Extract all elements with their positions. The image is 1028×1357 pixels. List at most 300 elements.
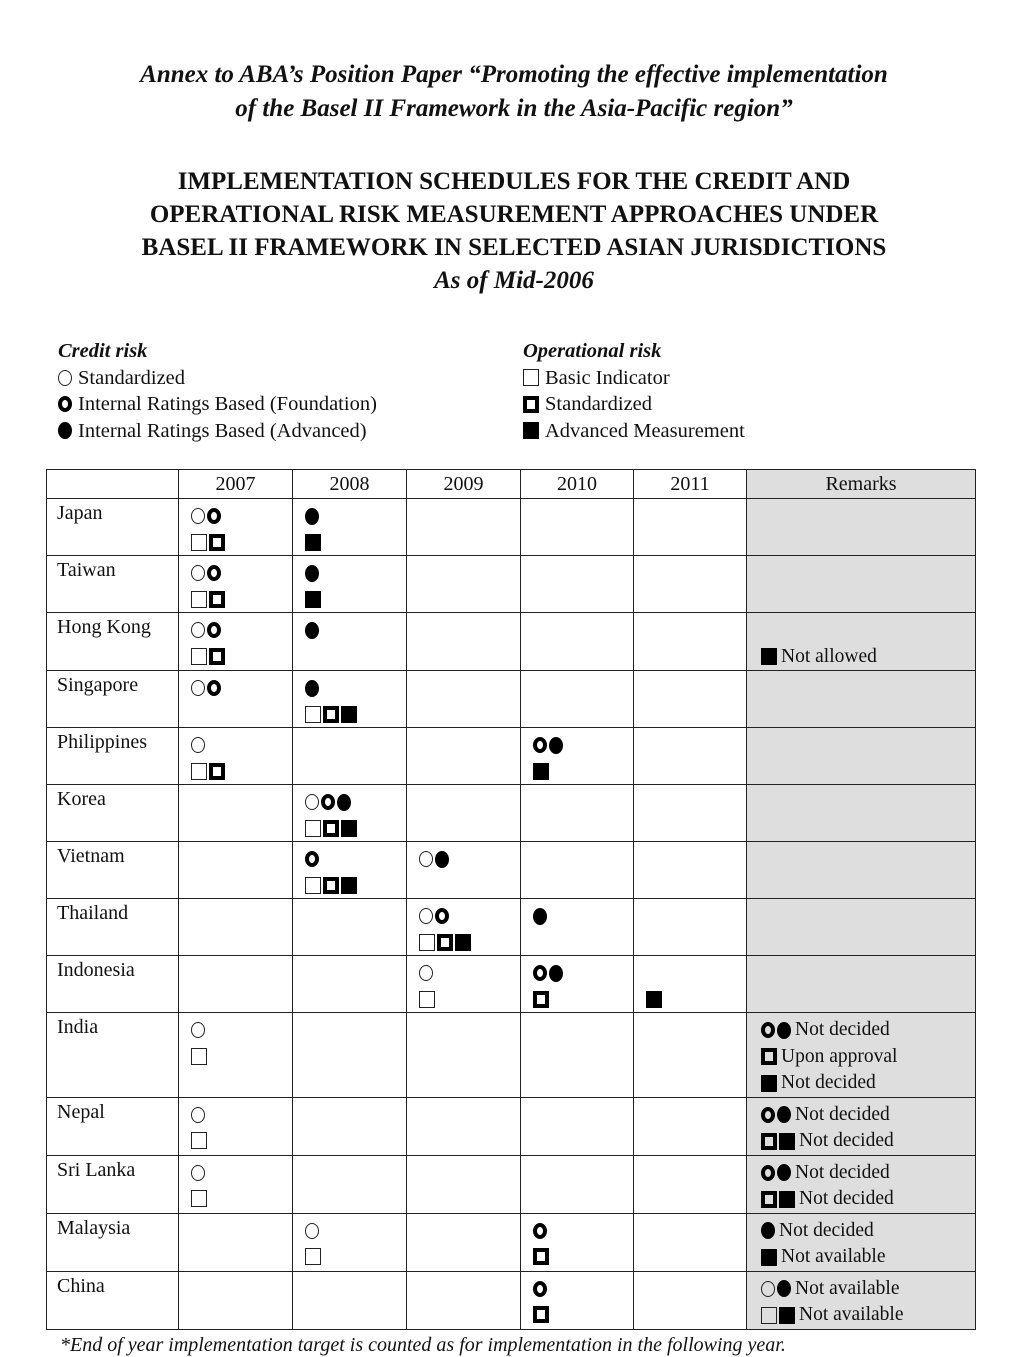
circle-ring-icon (207, 508, 221, 524)
square-ring-icon (523, 396, 539, 413)
remark-line (761, 1044, 975, 1071)
year-cell-2008 (293, 899, 407, 956)
country-name: Nepal (47, 1097, 179, 1155)
remark-line (761, 644, 975, 671)
symbol-group (523, 369, 539, 386)
symbol-line (191, 560, 292, 586)
circle-full-icon (337, 794, 351, 811)
remarks-cell (747, 1271, 976, 1329)
year-cell-2007 (179, 556, 293, 613)
legend-item (58, 418, 377, 445)
circle-full-icon (305, 680, 319, 697)
symbol-group (533, 965, 563, 982)
square-open-icon (191, 534, 207, 551)
legend-title: Operational risk (523, 340, 662, 362)
symbol-group (305, 820, 357, 837)
symbol-line (305, 529, 406, 555)
circle-open-icon (191, 1165, 205, 1181)
symbol-group (305, 591, 321, 608)
symbol-line (191, 586, 292, 612)
heading-line: OPERATIONAL RISK MEASUREMENT APPROACHES UNDER (149, 201, 879, 228)
symbol-line (419, 929, 520, 955)
country-name: Philippines (47, 728, 179, 785)
year-cell-2011 (634, 613, 747, 671)
square-open-icon (191, 1132, 207, 1149)
square-full-icon (305, 534, 321, 551)
legend-label: Internal Ratings Based (Foundation) (78, 393, 377, 415)
square-full-icon (761, 1075, 777, 1092)
title-block (0, 58, 1028, 298)
year-cell-2009 (407, 671, 521, 728)
remark-line (761, 1102, 975, 1129)
symbol-line (305, 1244, 406, 1270)
country-name: Thailand (47, 899, 179, 956)
country-name: Korea (47, 785, 179, 842)
square-full-icon (779, 1191, 795, 1208)
symbol-line (533, 758, 633, 784)
circle-open-icon (191, 622, 205, 638)
square-full-icon (455, 934, 471, 951)
symbol-line (191, 529, 292, 555)
remark-text: Not decided (779, 1219, 874, 1241)
legend-item (58, 391, 377, 418)
symbol-group (58, 370, 72, 386)
square-ring-icon (761, 1191, 777, 1208)
circle-ring-icon (435, 908, 449, 924)
circle-ring-icon (207, 622, 221, 638)
year-cell-2010 (521, 613, 634, 671)
symbol-line (533, 1302, 633, 1328)
year-cell-2009 (407, 556, 521, 613)
square-open-icon (419, 934, 435, 951)
legend-label: Internal Ratings Based (Advanced) (78, 419, 367, 442)
country-name: China (47, 1271, 179, 1329)
symbol-group (533, 737, 563, 754)
circle-open-icon (419, 908, 433, 924)
square-open-icon (191, 763, 207, 780)
remarks-cell (747, 728, 976, 785)
circle-ring-icon (761, 1022, 775, 1038)
circle-open-icon (419, 851, 433, 867)
year-cell-2009 (407, 1155, 521, 1213)
square-full-icon (779, 1133, 795, 1150)
symbol-line (646, 986, 746, 1012)
country-name: Indonesia (47, 956, 179, 1013)
symbol-line (305, 789, 406, 815)
symbol-group (419, 991, 435, 1008)
circle-full-icon (305, 622, 319, 639)
remark-line (761, 1218, 975, 1245)
symbol-line (305, 617, 406, 643)
year-cell-2008 (293, 785, 407, 842)
square-open-icon (191, 1190, 207, 1207)
square-full-icon (779, 1307, 795, 1324)
circle-open-icon (191, 508, 205, 524)
circle-open-icon (191, 737, 205, 753)
symbol-group (533, 1248, 549, 1265)
legend-item (58, 365, 377, 392)
symbol-line (533, 1244, 633, 1270)
year-cell-2007 (179, 956, 293, 1013)
year-cell-2010 (521, 1155, 634, 1213)
symbol-group (191, 1107, 205, 1123)
remarks-cell (747, 613, 976, 671)
circle-open-icon (191, 680, 205, 696)
symbol-line (191, 1160, 292, 1186)
symbol-line (191, 1128, 292, 1154)
remark-line (761, 617, 975, 644)
remark-line (761, 1128, 975, 1155)
symbol-group (305, 680, 319, 697)
year-cell-2007 (179, 671, 293, 728)
remarks-cell (747, 956, 976, 1013)
circle-full-icon (305, 565, 319, 582)
year-cell-2011 (634, 556, 747, 613)
year-cell-2011 (634, 1097, 747, 1155)
symbol-line (533, 1276, 633, 1302)
circle-full-icon (761, 1222, 775, 1239)
circle-full-icon (533, 908, 547, 925)
square-ring-icon (323, 706, 339, 723)
circle-ring-icon (761, 1165, 775, 1181)
symbol-line (191, 1017, 292, 1043)
square-ring-icon (209, 534, 225, 551)
year-cell-2009 (407, 613, 521, 671)
circle-full-icon (58, 422, 72, 439)
year-cell-2008 (293, 556, 407, 613)
symbol-group (305, 534, 321, 551)
year-cell-2010 (521, 728, 634, 785)
symbol-group (533, 908, 547, 925)
symbol-group (761, 1106, 791, 1123)
remark-line (761, 1017, 975, 1044)
symbol-group (191, 763, 225, 780)
symbol-group (191, 648, 225, 665)
year-cell-2007 (179, 1097, 293, 1155)
country-name: India (47, 1013, 179, 1098)
remark-text: Not decided (799, 1188, 894, 1210)
remark-text: Not decided (795, 1019, 890, 1041)
square-ring-icon (533, 1248, 549, 1265)
year-cell-2011 (634, 899, 747, 956)
year-cell-2011 (634, 842, 747, 899)
square-ring-icon (761, 1133, 777, 1150)
remarks-cell (747, 785, 976, 842)
symbol-group (419, 965, 433, 981)
header-2007: 2007 (179, 470, 293, 499)
circle-ring-icon (533, 1223, 547, 1239)
annex-title-line: of the Basel II Framework in the Asia-Pacific region” (235, 95, 793, 122)
remark-text: Not available (799, 1304, 904, 1326)
symbol-line (533, 732, 633, 758)
legend-items (523, 365, 745, 445)
document-heading (0, 165, 1028, 264)
circle-full-icon (435, 851, 449, 868)
circle-open-icon (58, 370, 72, 386)
symbol-line (533, 903, 633, 929)
circle-ring-icon (321, 794, 335, 810)
year-cell-2008 (293, 1155, 407, 1213)
square-open-icon (523, 369, 539, 386)
year-cell-2007 (179, 899, 293, 956)
symbol-line (305, 503, 406, 529)
symbol-group (533, 1223, 547, 1239)
symbol-line (305, 1218, 406, 1244)
country-name: Singapore (47, 671, 179, 728)
remark-line (761, 1186, 975, 1213)
year-cell-2008 (293, 1097, 407, 1155)
circle-full-icon (777, 1280, 791, 1297)
symbol-line (191, 732, 292, 758)
circle-open-icon (191, 1022, 205, 1038)
symbol-group (533, 991, 549, 1008)
year-cell-2008 (293, 1213, 407, 1271)
symbol-line (191, 503, 292, 529)
symbol-group (523, 396, 539, 413)
year-cell-2010 (521, 1013, 634, 1098)
symbol-group (761, 1307, 795, 1324)
remarks-cell (747, 499, 976, 556)
symbol-line (419, 986, 520, 1012)
year-cell-2010 (521, 556, 634, 613)
year-cell-2007 (179, 1013, 293, 1098)
country-name: Vietnam (47, 842, 179, 899)
year-cell-2010 (521, 1213, 634, 1271)
symbol-group (305, 851, 319, 867)
symbol-group (533, 1281, 547, 1297)
table-row (47, 1097, 976, 1155)
square-open-icon (305, 706, 321, 723)
heading-line: BASEL II FRAMEWORK IN SELECTED ASIAN JURISDICTIONS (141, 234, 887, 261)
symbol-group (533, 763, 549, 780)
circle-open-icon (305, 1223, 319, 1239)
table-body (47, 499, 976, 1330)
table-row (47, 613, 976, 671)
square-full-icon (305, 591, 321, 608)
circle-open-icon (761, 1281, 775, 1297)
remark-text: Not available (795, 1277, 900, 1299)
square-open-icon (191, 648, 207, 665)
square-open-icon (761, 1307, 777, 1324)
year-cell-2008 (293, 499, 407, 556)
year-cell-2011 (634, 499, 747, 556)
symbol-group (761, 648, 777, 665)
year-cell-2009 (407, 956, 521, 1013)
year-cell-2010 (521, 899, 634, 956)
country-name: Sri Lanka (47, 1155, 179, 1213)
year-cell-2010 (521, 1271, 634, 1329)
symbol-group (191, 680, 221, 696)
symbol-line (305, 586, 406, 612)
square-ring-icon (323, 877, 339, 894)
year-cell-2008 (293, 613, 407, 671)
remarks-cell (747, 899, 976, 956)
year-cell-2011 (634, 1271, 747, 1329)
symbol-group (419, 934, 471, 951)
year-cell-2009 (407, 899, 521, 956)
circle-full-icon (777, 1106, 791, 1123)
remarks-cell (747, 1213, 976, 1271)
year-cell-2007 (179, 842, 293, 899)
year-cell-2010 (521, 956, 634, 1013)
symbol-group (305, 706, 357, 723)
year-cell-2008 (293, 956, 407, 1013)
symbol-line (419, 903, 520, 929)
square-ring-icon (323, 820, 339, 837)
year-cell-2008 (293, 1013, 407, 1098)
circle-ring-icon (533, 737, 547, 753)
symbol-group (761, 1191, 795, 1208)
square-full-icon (341, 820, 357, 837)
symbol-group (305, 1248, 321, 1265)
year-cell-2009 (407, 1271, 521, 1329)
circle-open-icon (305, 794, 319, 810)
year-cell-2011 (634, 956, 747, 1013)
symbol-group (305, 794, 351, 811)
symbol-group (191, 1022, 205, 1038)
symbol-group (761, 1249, 777, 1266)
year-cell-2007 (179, 1271, 293, 1329)
table-header-row (47, 470, 976, 499)
table-row (47, 671, 976, 728)
year-cell-2010 (521, 842, 634, 899)
credit-risk-legend (58, 338, 377, 444)
circle-open-icon (191, 565, 205, 581)
symbol-group (523, 422, 539, 439)
square-full-icon (341, 877, 357, 894)
table-row (47, 1213, 976, 1271)
circle-open-icon (191, 1107, 205, 1123)
remark-text: Not allowed (781, 645, 877, 667)
circle-ring-icon (533, 1281, 547, 1297)
remarks-cell (747, 671, 976, 728)
year-cell-2008 (293, 1271, 407, 1329)
country-name: Japan (47, 499, 179, 556)
symbol-line (533, 986, 633, 1012)
annex-title (0, 58, 1028, 126)
symbol-group (646, 991, 662, 1008)
year-cell-2009 (407, 1013, 521, 1098)
circle-full-icon (549, 737, 563, 754)
symbol-line (191, 617, 292, 643)
circle-ring-icon (533, 965, 547, 981)
header-2009: 2009 (407, 470, 521, 499)
square-open-icon (305, 820, 321, 837)
header-2008: 2008 (293, 470, 407, 499)
symbol-line (305, 872, 406, 898)
circle-ring-icon (58, 396, 72, 412)
symbol-line (305, 675, 406, 701)
legend-items (58, 365, 377, 445)
year-cell-2010 (521, 1097, 634, 1155)
symbol-group (191, 1190, 207, 1207)
symbol-group (191, 508, 221, 524)
table-row (47, 728, 976, 785)
square-ring-icon (437, 934, 453, 951)
table-row (47, 1155, 976, 1213)
operational-risk-legend (523, 338, 745, 444)
remark-line (761, 1276, 975, 1303)
symbol-line (305, 815, 406, 841)
circle-ring-icon (305, 851, 319, 867)
remarks-cell (747, 556, 976, 613)
year-cell-2011 (634, 785, 747, 842)
table-row (47, 499, 976, 556)
year-cell-2007 (179, 785, 293, 842)
symbol-line (191, 1043, 292, 1069)
remark-line (761, 1244, 975, 1271)
square-full-icon (533, 763, 549, 780)
symbol-group (419, 851, 449, 868)
symbol-group (191, 1048, 207, 1065)
year-cell-2009 (407, 1097, 521, 1155)
square-full-icon (646, 991, 662, 1008)
year-cell-2009 (407, 785, 521, 842)
symbol-group (191, 565, 221, 581)
legend-item (523, 391, 745, 418)
square-ring-icon (761, 1048, 777, 1065)
remark-text: Not decided (795, 1103, 890, 1125)
square-open-icon (305, 1248, 321, 1265)
square-ring-icon (209, 591, 225, 608)
square-open-icon (191, 591, 207, 608)
symbol-group (761, 1280, 791, 1297)
remarks-cell (747, 1013, 976, 1098)
symbol-line (191, 1186, 292, 1212)
year-cell-2008 (293, 728, 407, 785)
symbol-line (191, 758, 292, 784)
year-cell-2009 (407, 842, 521, 899)
symbol-group (761, 1164, 791, 1181)
remarks-cell (747, 1097, 976, 1155)
symbol-group (191, 534, 225, 551)
footnote: *End of year implementation target is counted as for implementation in the following year. (60, 1333, 786, 1356)
square-full-icon (761, 648, 777, 665)
table-section (46, 469, 975, 1357)
implementation-schedule-table (46, 469, 976, 1330)
symbol-group (191, 591, 225, 608)
symbol-group (58, 396, 72, 412)
symbol-group (761, 1075, 777, 1092)
remarks-cell (747, 1155, 976, 1213)
year-cell-2009 (407, 1213, 521, 1271)
symbol-line (646, 960, 746, 986)
header-2010: 2010 (521, 470, 634, 499)
year-cell-2011 (634, 671, 747, 728)
symbol-line (305, 846, 406, 872)
country-name: Taiwan (47, 556, 179, 613)
header-2011: 2011 (634, 470, 747, 499)
country-name: Hong Kong (47, 613, 179, 671)
year-cell-2007 (179, 499, 293, 556)
legend-item (523, 418, 745, 445)
square-full-icon (341, 706, 357, 723)
square-ring-icon (533, 991, 549, 1008)
year-cell-2008 (293, 842, 407, 899)
year-cell-2007 (179, 728, 293, 785)
symbol-group (761, 1133, 795, 1150)
as-of-date (0, 264, 1028, 298)
legend-label: Standardized (545, 393, 653, 415)
remark-text: Not decided (799, 1130, 894, 1152)
symbol-group (191, 1165, 205, 1181)
symbol-line (533, 960, 633, 986)
year-cell-2010 (521, 671, 634, 728)
symbol-group (419, 908, 449, 924)
legend-label: Basic Indicator (545, 366, 670, 389)
remark-text: Not decided (795, 1161, 890, 1183)
square-ring-icon (209, 648, 225, 665)
